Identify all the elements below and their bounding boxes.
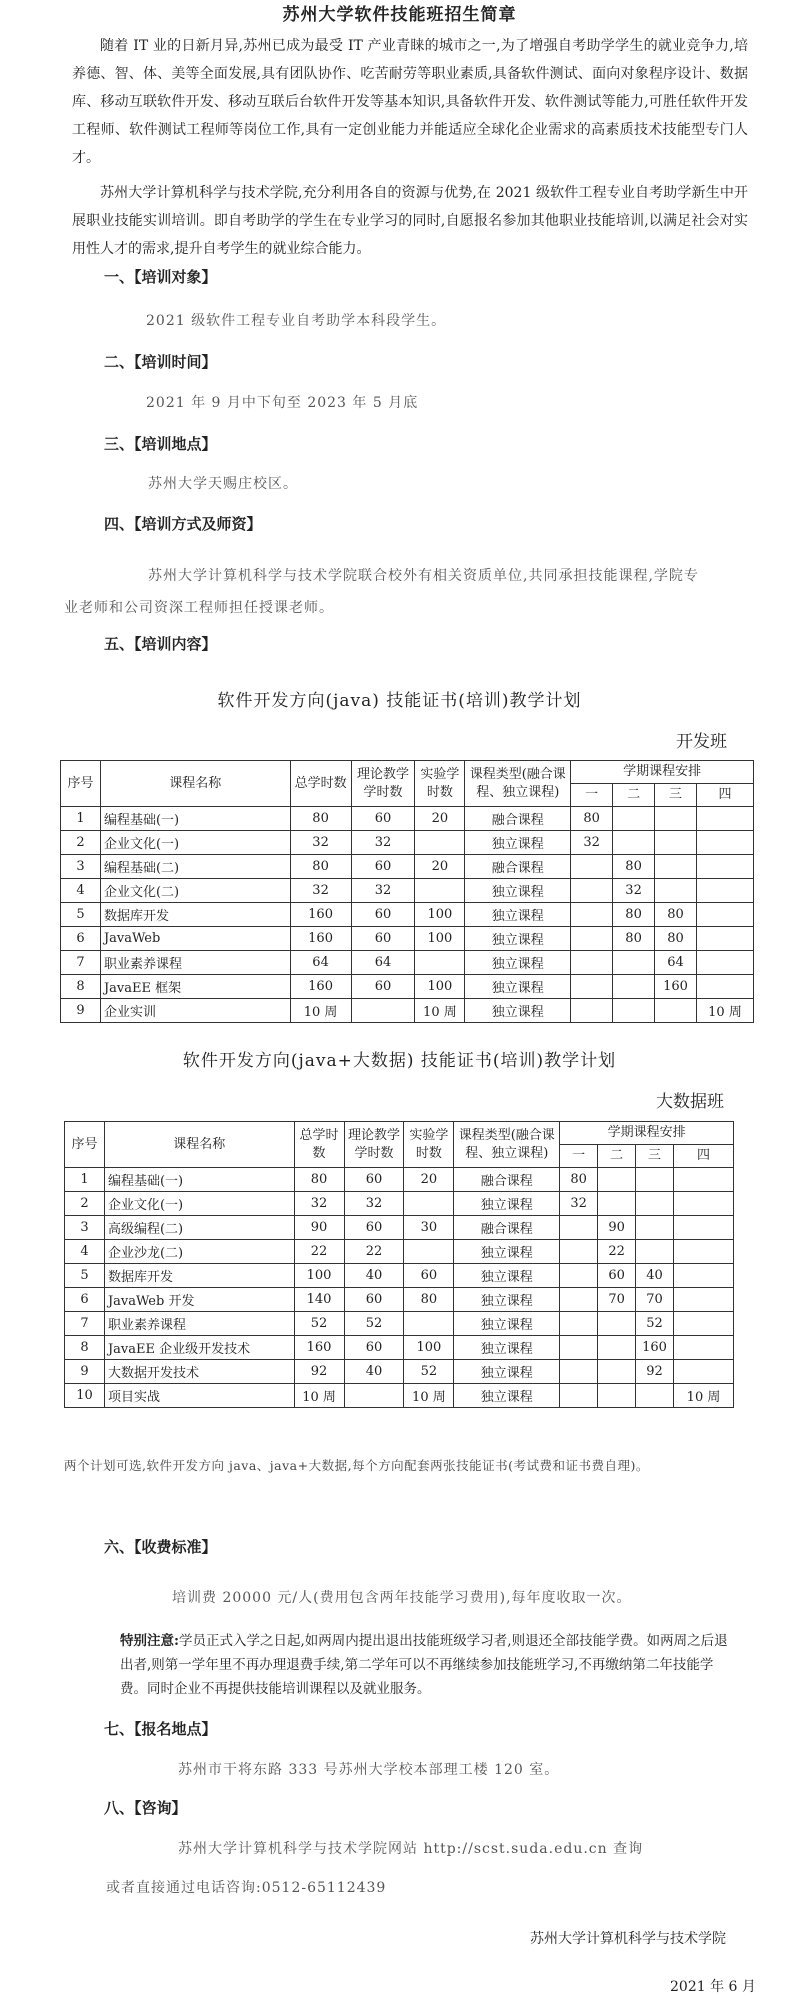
cell-term-3 (636, 1168, 674, 1192)
cell-lab-hours: 100 (404, 1336, 454, 1360)
cell-term-1 (560, 1360, 598, 1384)
header-total-hours: 总学时数 (290, 761, 351, 807)
cell-course-type: 独立课程 (454, 1336, 560, 1360)
cell-term-1 (560, 1336, 598, 1360)
section-4-heading: 四、【培训方式及师资】 (104, 515, 262, 533)
cell-course-type: 独立课程 (465, 999, 571, 1023)
cell-term-2 (598, 1192, 636, 1216)
cell-course-name: JavaEE 框架 (100, 975, 290, 999)
cell-term-4 (697, 927, 754, 951)
table-row (61, 951, 754, 975)
cell-no: 6 (65, 1288, 105, 1312)
cell-term-1: 32 (571, 831, 613, 855)
cell-no: 2 (65, 1192, 105, 1216)
cell-term-3 (655, 879, 697, 903)
table-row (65, 1384, 734, 1408)
intro-paragraph-2: 苏州大学计算机科学与技术学院,充分利用各自的资源与优势,在 2021 级软件工程专业自考助学新生中开展职业技能实训培训。即自考助学的学生在专业学习的同时,自愿报名参加其他职业技能培训,以满足社会对实用性人才的需求,提升自考学生的就业综合能力。 (72, 185, 748, 257)
cell-theory-hours: 60 (351, 903, 415, 927)
cell-course-type: 独立课程 (454, 1360, 560, 1384)
cell-term-4: 10 周 (674, 1384, 734, 1408)
cell-total-hours: 32 (290, 831, 351, 855)
plan1-table (60, 760, 754, 1023)
section-2-text: 2021 年 9 月中下旬至 2023 年 5 月底 (146, 395, 419, 411)
cell-theory-hours: 32 (344, 1192, 404, 1216)
cell-term-1 (560, 1216, 598, 1240)
cell-term-4 (697, 831, 754, 855)
table-row (65, 1216, 734, 1240)
cell-lab-hours (404, 1312, 454, 1336)
cell-total-hours: 52 (294, 1312, 344, 1336)
cell-term-4 (674, 1288, 734, 1312)
table-row (65, 1336, 734, 1360)
cell-theory-hours: 64 (351, 951, 415, 975)
cell-lab-hours: 30 (404, 1216, 454, 1240)
table-row (61, 999, 754, 1023)
cell-term-2 (598, 1312, 636, 1336)
header-term-3: 三 (655, 784, 697, 807)
cell-course-name: 编程基础(一) (100, 807, 290, 831)
cell-no: 8 (61, 975, 101, 999)
cell-no: 10 (65, 1384, 105, 1408)
table-row (61, 903, 754, 927)
header-term-3: 三 (636, 1145, 674, 1168)
cell-term-1 (571, 879, 613, 903)
cell-total-hours: 80 (290, 855, 351, 879)
cell-term-1 (571, 951, 613, 975)
cell-total-hours: 80 (290, 807, 351, 831)
cell-term-3: 160 (636, 1336, 674, 1360)
header-term-1: 一 (560, 1145, 598, 1168)
cell-theory-hours: 60 (351, 927, 415, 951)
cell-term-1 (560, 1264, 598, 1288)
header-course-name: 课程名称 (104, 1122, 294, 1168)
cell-course-name: 职业素养课程 (104, 1312, 294, 1336)
cell-course-name: 企业实训 (100, 999, 290, 1023)
cell-term-3: 160 (655, 975, 697, 999)
cell-total-hours: 140 (294, 1288, 344, 1312)
cell-term-2 (613, 975, 655, 999)
header-theory-hours: 理论教学学时数 (344, 1122, 404, 1168)
cell-theory-hours: 22 (344, 1240, 404, 1264)
cell-no: 1 (65, 1168, 105, 1192)
header-lab-hours: 实验学时数 (404, 1122, 454, 1168)
cell-term-3 (636, 1216, 674, 1240)
cell-term-3: 70 (636, 1288, 674, 1312)
plan2-title: 软件开发方向(java+大数据) 技能证书(培训)教学计划 (182, 1051, 617, 1071)
cell-term-2 (598, 1336, 636, 1360)
cell-term-1 (560, 1288, 598, 1312)
cell-lab-hours (415, 831, 465, 855)
cell-term-3 (636, 1240, 674, 1264)
header-theory-hours: 理论教学学时数 (351, 761, 415, 807)
cell-lab-hours: 80 (404, 1288, 454, 1312)
cell-course-name: 数据库开发 (104, 1264, 294, 1288)
cell-lab-hours: 20 (415, 855, 465, 879)
header-course-type: 课程类型(融合课程、独立课程) (454, 1122, 560, 1168)
cell-course-type: 独立课程 (465, 927, 571, 951)
cell-course-name: 企业文化(二) (100, 879, 290, 903)
cell-theory-hours: 60 (344, 1336, 404, 1360)
cell-lab-hours: 100 (415, 927, 465, 951)
cell-course-name: JavaWeb 开发 (104, 1288, 294, 1312)
cell-theory-hours: 60 (351, 807, 415, 831)
header-course-type: 课程类型(融合课程、独立课程) (465, 761, 571, 807)
section-5-heading: 五、【培训内容】 (104, 635, 217, 653)
header-term-4: 四 (674, 1145, 734, 1168)
cell-theory-hours: 60 (351, 855, 415, 879)
cell-total-hours: 90 (294, 1216, 344, 1240)
header-total-hours: 总学时数 (294, 1122, 344, 1168)
cell-term-1: 32 (560, 1192, 598, 1216)
cell-term-1 (560, 1384, 598, 1408)
plan2-table (64, 1121, 734, 1408)
section-1-heading: 一、【培训对象】 (104, 268, 217, 286)
header-semester-schedule: 学期课程安排 (560, 1122, 734, 1145)
cell-course-name: 企业沙龙(二) (104, 1240, 294, 1264)
table-row (61, 855, 754, 879)
section-7-heading: 七、【报名地点】 (104, 1720, 217, 1738)
header-lab-hours: 实验学时数 (415, 761, 465, 807)
table-row (65, 1288, 734, 1312)
table-row (65, 1168, 734, 1192)
table-row (65, 1312, 734, 1336)
header-term-2: 二 (598, 1145, 636, 1168)
cell-theory-hours: 32 (351, 831, 415, 855)
cell-course-type: 独立课程 (454, 1384, 560, 1408)
cell-course-type: 独立课程 (465, 975, 571, 999)
cell-course-name: 职业素养课程 (100, 951, 290, 975)
cell-theory-hours: 32 (351, 879, 415, 903)
cell-term-2: 60 (598, 1264, 636, 1288)
cell-term-4 (697, 903, 754, 927)
cell-course-name: 企业文化(一) (100, 831, 290, 855)
special-notice (120, 1629, 740, 1701)
cell-term-2: 32 (613, 879, 655, 903)
cell-total-hours: 160 (290, 927, 351, 951)
section-7-text: 苏州市干将东路 333 号苏州大学校本部理工楼 120 室。 (178, 1762, 560, 1778)
cell-term-1 (571, 927, 613, 951)
cell-theory-hours: 60 (344, 1168, 404, 1192)
cell-lab-hours (404, 1240, 454, 1264)
header-semester-schedule: 学期课程安排 (571, 761, 754, 784)
cell-term-2 (613, 831, 655, 855)
cell-no: 6 (61, 927, 101, 951)
cell-term-4 (697, 879, 754, 903)
cell-course-type: 融合课程 (465, 855, 571, 879)
header-no: 序号 (65, 1122, 105, 1168)
cell-no: 4 (61, 879, 101, 903)
cell-course-type: 独立课程 (465, 831, 571, 855)
special-notice-label: 特别注意: (120, 1633, 179, 1649)
cell-term-2 (613, 951, 655, 975)
cell-term-4 (697, 807, 754, 831)
cell-term-4 (697, 975, 754, 999)
cell-total-hours: 100 (294, 1264, 344, 1288)
cell-term-3 (655, 807, 697, 831)
section-8-text-line-1: 苏州大学计算机科学与技术学院网站 http://scst.suda.edu.cn 查询 (178, 1841, 644, 1857)
cell-lab-hours (415, 879, 465, 903)
cell-term-3: 40 (636, 1264, 674, 1288)
cell-theory-hours: 60 (344, 1216, 404, 1240)
cell-term-3: 92 (636, 1360, 674, 1384)
cell-term-4 (674, 1168, 734, 1192)
plan-note: 两个计划可选,软件开发方向 java、java+大数据,每个方向配套两张技能证书(考试费和证书费自理)。 (64, 1458, 649, 1473)
cell-no: 1 (61, 807, 101, 831)
cell-term-2: 80 (613, 927, 655, 951)
cell-course-type: 独立课程 (465, 951, 571, 975)
table-row (65, 1360, 734, 1384)
table-row (61, 975, 754, 999)
special-notice-text: 学员正式入学之日起,如两周内提出退出技能班级学习者,则退还全部技能学费。如两周之后退出者,则第一学年里不再办理退费手续,第二学年可以不再继续参加技能班学习,不再缴纳第二年技能学费。同时企业不再提供技能培训课程以及就业服务。 (120, 1633, 728, 1697)
cell-lab-hours: 60 (404, 1264, 454, 1288)
cell-no: 5 (61, 903, 101, 927)
cell-no: 8 (65, 1336, 105, 1360)
cell-term-4 (674, 1312, 734, 1336)
cell-lab-hours: 100 (415, 903, 465, 927)
cell-course-type: 融合课程 (465, 807, 571, 831)
cell-no: 3 (65, 1216, 105, 1240)
cell-term-3 (655, 855, 697, 879)
document-title: 苏州大学软件技能班招生简章 (282, 5, 517, 25)
cell-term-1: 80 (571, 807, 613, 831)
plan1-class-label: 开发班 (676, 732, 727, 752)
cell-course-type: 独立课程 (454, 1240, 560, 1264)
cell-course-name: JavaWeb (100, 927, 290, 951)
cell-no: 2 (61, 831, 101, 855)
cell-no: 5 (65, 1264, 105, 1288)
cell-lab-hours: 20 (415, 807, 465, 831)
table-row (65, 1240, 734, 1264)
cell-total-hours: 32 (294, 1192, 344, 1216)
cell-total-hours: 10 周 (290, 999, 351, 1023)
cell-term-2: 90 (598, 1216, 636, 1240)
table-row (65, 1264, 734, 1288)
header-term-1: 一 (571, 784, 613, 807)
table-row (61, 807, 754, 831)
plan1-title: 软件开发方向(java) 技能证书(培训)教学计划 (217, 691, 582, 711)
cell-term-1 (571, 855, 613, 879)
section-2-heading: 二、【培训时间】 (104, 353, 217, 371)
cell-term-2: 70 (598, 1288, 636, 1312)
cell-course-name: 编程基础(二) (100, 855, 290, 879)
section-8-heading: 八、【咨询】 (104, 1799, 187, 1817)
section-4-text-line-2: 业老师和公司资深工程师担任授课老师。 (64, 600, 334, 616)
cell-course-type: 独立课程 (454, 1192, 560, 1216)
cell-lab-hours: 20 (404, 1168, 454, 1192)
table-row (61, 879, 754, 903)
header-term-4: 四 (697, 784, 754, 807)
cell-course-type: 融合课程 (454, 1216, 560, 1240)
cell-course-type: 独立课程 (465, 903, 571, 927)
cell-term-4: 10 周 (697, 999, 754, 1023)
cell-term-3 (636, 1192, 674, 1216)
cell-term-3: 80 (655, 903, 697, 927)
cell-total-hours: 160 (290, 975, 351, 999)
cell-lab-hours: 10 周 (415, 999, 465, 1023)
section-6-heading: 六、【收费标准】 (104, 1538, 217, 1556)
cell-term-4 (674, 1264, 734, 1288)
section-3-heading: 三、【培训地点】 (104, 435, 217, 453)
signature-org: 苏州大学计算机科学与技术学院 (530, 1931, 726, 1947)
cell-term-4 (674, 1336, 734, 1360)
cell-term-2: 80 (613, 855, 655, 879)
cell-course-name: 项目实战 (104, 1384, 294, 1408)
cell-term-1 (571, 999, 613, 1023)
cell-lab-hours (415, 951, 465, 975)
cell-no: 7 (65, 1312, 105, 1336)
cell-course-type: 融合课程 (454, 1168, 560, 1192)
cell-total-hours: 160 (290, 903, 351, 927)
header-term-2: 二 (613, 784, 655, 807)
plan2-class-label: 大数据班 (656, 1092, 724, 1112)
cell-total-hours: 64 (290, 951, 351, 975)
cell-term-1 (571, 903, 613, 927)
cell-course-type: 独立课程 (454, 1312, 560, 1336)
cell-term-4 (674, 1192, 734, 1216)
cell-total-hours: 10 周 (294, 1384, 344, 1408)
header-course-name: 课程名称 (100, 761, 290, 807)
cell-theory-hours (344, 1384, 404, 1408)
cell-no: 7 (61, 951, 101, 975)
cell-lab-hours: 100 (415, 975, 465, 999)
cell-theory-hours: 40 (344, 1264, 404, 1288)
table-row (61, 927, 754, 951)
signature-date: 2021 年 6 月 (670, 1979, 756, 1995)
cell-course-type: 独立课程 (454, 1288, 560, 1312)
cell-term-3: 52 (636, 1312, 674, 1336)
cell-theory-hours: 60 (351, 975, 415, 999)
cell-total-hours: 22 (294, 1240, 344, 1264)
cell-lab-hours: 52 (404, 1360, 454, 1384)
cell-term-3 (655, 831, 697, 855)
cell-course-name: 高级编程(二) (104, 1216, 294, 1240)
cell-term-3: 64 (655, 951, 697, 975)
cell-term-3: 80 (655, 927, 697, 951)
table-row (61, 831, 754, 855)
cell-term-2 (598, 1168, 636, 1192)
cell-term-3 (636, 1384, 674, 1408)
cell-course-name: 编程基础(一) (104, 1168, 294, 1192)
cell-total-hours: 160 (294, 1336, 344, 1360)
cell-course-type: 独立课程 (465, 879, 571, 903)
cell-course-name: 大数据开发技术 (104, 1360, 294, 1384)
cell-lab-hours: 10 周 (404, 1384, 454, 1408)
cell-term-4 (674, 1216, 734, 1240)
cell-term-1 (560, 1312, 598, 1336)
cell-term-1: 80 (560, 1168, 598, 1192)
cell-course-name: 数据库开发 (100, 903, 290, 927)
cell-no: 3 (61, 855, 101, 879)
cell-term-4 (674, 1360, 734, 1384)
cell-term-4 (674, 1240, 734, 1264)
cell-term-4 (697, 855, 754, 879)
section-8-text-line-2: 或者直接通过电话咨询:0512-65112439 (106, 1880, 387, 1896)
cell-term-2: 80 (613, 903, 655, 927)
cell-term-2 (613, 807, 655, 831)
cell-term-2 (598, 1384, 636, 1408)
cell-course-name: 企业文化(一) (104, 1192, 294, 1216)
cell-theory-hours (351, 999, 415, 1023)
cell-no: 4 (65, 1240, 105, 1264)
section-6-text: 培训费 20000 元/人(费用包含两年技能学习费用),每年度收取一次。 (172, 1590, 632, 1606)
cell-total-hours: 92 (294, 1360, 344, 1384)
cell-term-3 (655, 999, 697, 1023)
cell-term-2: 22 (598, 1240, 636, 1264)
cell-theory-hours: 60 (344, 1288, 404, 1312)
cell-lab-hours (404, 1192, 454, 1216)
cell-term-1 (571, 975, 613, 999)
cell-course-name: JavaEE 企业级开发技术 (104, 1336, 294, 1360)
section-1-text: 2021 级软件工程专业自考助学本科段学生。 (146, 313, 447, 329)
cell-term-2 (598, 1360, 636, 1384)
section-3-text: 苏州大学天赐庄校区。 (148, 476, 298, 492)
cell-theory-hours: 52 (344, 1312, 404, 1336)
cell-total-hours: 32 (290, 879, 351, 903)
cell-total-hours: 80 (294, 1168, 344, 1192)
cell-no: 9 (61, 999, 101, 1023)
cell-course-type: 独立课程 (454, 1264, 560, 1288)
cell-no: 9 (65, 1360, 105, 1384)
table-row (65, 1192, 734, 1216)
cell-term-2 (613, 999, 655, 1023)
cell-term-4 (697, 951, 754, 975)
intro-paragraph-1: 随着 IT 业的日新月异,苏州已成为最受 IT 产业青睐的城市之一,为了增强自考助学学生的就业竞争力,培养德、智、体、美等全面发展,具有团队协作、吃苦耐劳等职业素质,具备软件测试、面向对象程序设计、数据库、移动互联软件开发、移动互联后台软件开发等基本知识,具备软件开发、软件测试等能力,可胜任软件开发工程师、软件测试工程师等岗位工作,具有一定创业能力并能适应全球化企业需求的高素质技术技能型专门人才。 (72, 38, 748, 166)
header-no: 序号 (61, 761, 101, 807)
cell-theory-hours: 40 (344, 1360, 404, 1384)
cell-term-1 (560, 1240, 598, 1264)
section-4-text-line-1: 苏州大学计算机科学与技术学院联合校外有相关资质单位,共同承担技能课程,学院专 (148, 568, 699, 584)
